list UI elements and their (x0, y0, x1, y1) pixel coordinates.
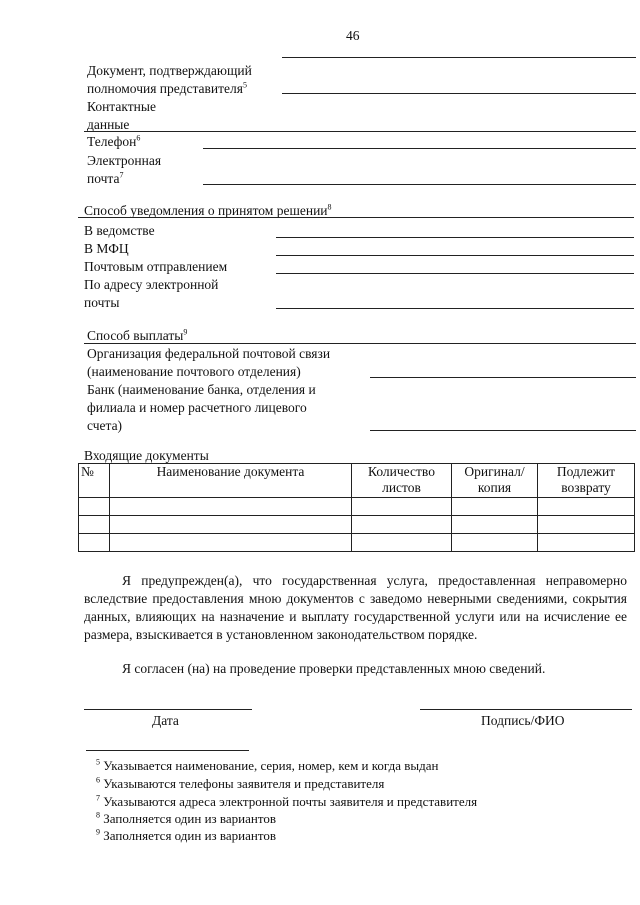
footnote-9-ref: 9 (96, 827, 100, 837)
col-original-label-2: копия (477, 480, 512, 495)
footnote-ref-8: 8 (327, 202, 332, 212)
payment-post-line2: (наименование почтового отделения) (87, 364, 301, 379)
doc-field-line[interactable] (282, 93, 636, 94)
field-line-top (282, 57, 636, 58)
table-cell[interactable] (538, 516, 635, 534)
notify-option-email-line1: По адресу электронной (84, 277, 219, 292)
col-sheets (352, 464, 452, 498)
table-cell[interactable] (452, 516, 538, 534)
notify-agency-field[interactable] (276, 237, 634, 238)
doc-label-line2 (87, 80, 247, 98)
notify-post-field[interactable] (276, 273, 634, 274)
doc-label-text: полномочия представителя (87, 81, 243, 96)
col-name (110, 464, 352, 498)
col-return-label-2: возврату (561, 480, 611, 495)
table-cell[interactable] (452, 498, 538, 516)
email-field-line[interactable] (203, 184, 636, 185)
footnote-7-text: Указываются адреса электронной почты заявителя и представителя (103, 794, 478, 809)
payment-bank-line2: филиала и номер расчетного лицевого (87, 400, 307, 415)
table-row (79, 498, 635, 516)
footnote-ref-7: 7 (119, 170, 124, 180)
col-name-label: Наименование документа (156, 464, 305, 479)
table-cell[interactable] (110, 516, 352, 534)
table-cell[interactable] (110, 534, 352, 552)
table-cell[interactable] (352, 516, 452, 534)
phone-label (87, 133, 140, 151)
table-cell[interactable] (79, 498, 110, 516)
signature-label: Подпись/ФИО (481, 713, 565, 728)
footnote-separator (86, 750, 249, 751)
notify-option-post: Почтовым отправлением (84, 259, 228, 274)
footnote-5 (96, 757, 438, 775)
notify-email-field[interactable] (276, 308, 634, 309)
documents-header-row (79, 464, 635, 498)
table-cell[interactable] (352, 498, 452, 516)
notification-heading-line (78, 217, 634, 218)
col-number-label: № (81, 464, 94, 479)
col-original (452, 464, 538, 498)
footnote-6-ref: 6 (96, 775, 100, 785)
col-return (538, 464, 635, 498)
email-label-line2 (87, 170, 123, 188)
footnote-8 (96, 810, 276, 828)
signature-line[interactable] (420, 709, 632, 710)
email-label-line1: Электронная (87, 153, 162, 168)
footnote-8-ref: 8 (96, 810, 100, 820)
notification-heading-text: Способ уведомления о принятом решении (84, 203, 328, 218)
phone-field-line[interactable] (203, 148, 636, 149)
payment-bank-line1: Банк (наименование банка, отделения и (87, 382, 316, 397)
footnote-5-text: Указывается наименование, серия, номер, кем и когда выдан (103, 758, 439, 773)
footnote-ref-5: 5 (242, 80, 247, 90)
page-number: 46 (346, 28, 360, 43)
payment-post-field[interactable] (370, 377, 636, 378)
documents-table (78, 463, 635, 552)
payment-bank-field[interactable] (370, 430, 636, 431)
warning-paragraph: Я предупрежден(а), что государственная услуга, предоставленная неправомерно вследствие предоставления мною документов с заведомо неверными сведениями, сокрытия данных, влияющих на назначение и выплату государственной услуги или на исчисление ее размера, взыскивается в установленном законодательством порядке. (84, 573, 627, 642)
footnote-7-ref: 7 (96, 793, 100, 803)
phone-label-text: Телефон (87, 134, 137, 149)
footnote-9 (96, 827, 276, 845)
date-line[interactable] (84, 709, 252, 710)
payment-heading-text: Способ выплаты (87, 328, 184, 343)
doc-label-line1: Документ, подтверждающий (87, 63, 252, 78)
notify-mfc-field[interactable] (276, 255, 634, 256)
contacts-divider (84, 131, 636, 132)
table-cell[interactable] (352, 534, 452, 552)
notify-option-agency: В ведомстве (84, 223, 155, 238)
notify-option-email-line2: почты (84, 295, 120, 310)
notify-option-mfc: В МФЦ (84, 241, 129, 256)
footnote-6 (96, 775, 384, 793)
contacts-label-line1: Контактные (87, 99, 156, 114)
consent-paragraph: Я согласен (на) на проведение проверки представленных мною сведений. (122, 661, 546, 676)
footnote-8-text: Заполняется один из вариантов (103, 811, 276, 826)
table-cell[interactable] (452, 534, 538, 552)
col-sheets-label-1: Количество (368, 464, 435, 479)
col-return-label-1: Подлежит (556, 464, 616, 479)
table-row (79, 534, 635, 552)
payment-bank-line3: счета) (87, 418, 123, 433)
footnote-7 (96, 793, 477, 811)
footnote-ref-6: 6 (136, 133, 141, 143)
footnote-5-ref: 5 (96, 757, 100, 767)
col-number (79, 464, 110, 498)
table-cell[interactable] (538, 498, 635, 516)
footnote-ref-9: 9 (183, 327, 188, 337)
table-cell[interactable] (79, 516, 110, 534)
footnote-9-text: Заполняется один из вариантов (103, 828, 276, 843)
contacts-label-line2: данные (87, 117, 130, 132)
email-label-text: почта (87, 171, 120, 186)
table-cell[interactable] (79, 534, 110, 552)
payment-post-line1: Организация федеральной почтовой связи (87, 346, 331, 361)
date-label: Дата (152, 713, 179, 728)
col-original-label-1: Оригинал/ (464, 464, 525, 479)
table-row (79, 516, 635, 534)
table-cell[interactable] (110, 498, 352, 516)
col-sheets-label-2: листов (382, 480, 421, 495)
payment-heading-line (84, 343, 636, 344)
documents-heading: Входящие документы (84, 448, 209, 463)
footnote-6-text: Указываются телефоны заявителя и представителя (103, 776, 385, 791)
table-cell[interactable] (538, 534, 635, 552)
